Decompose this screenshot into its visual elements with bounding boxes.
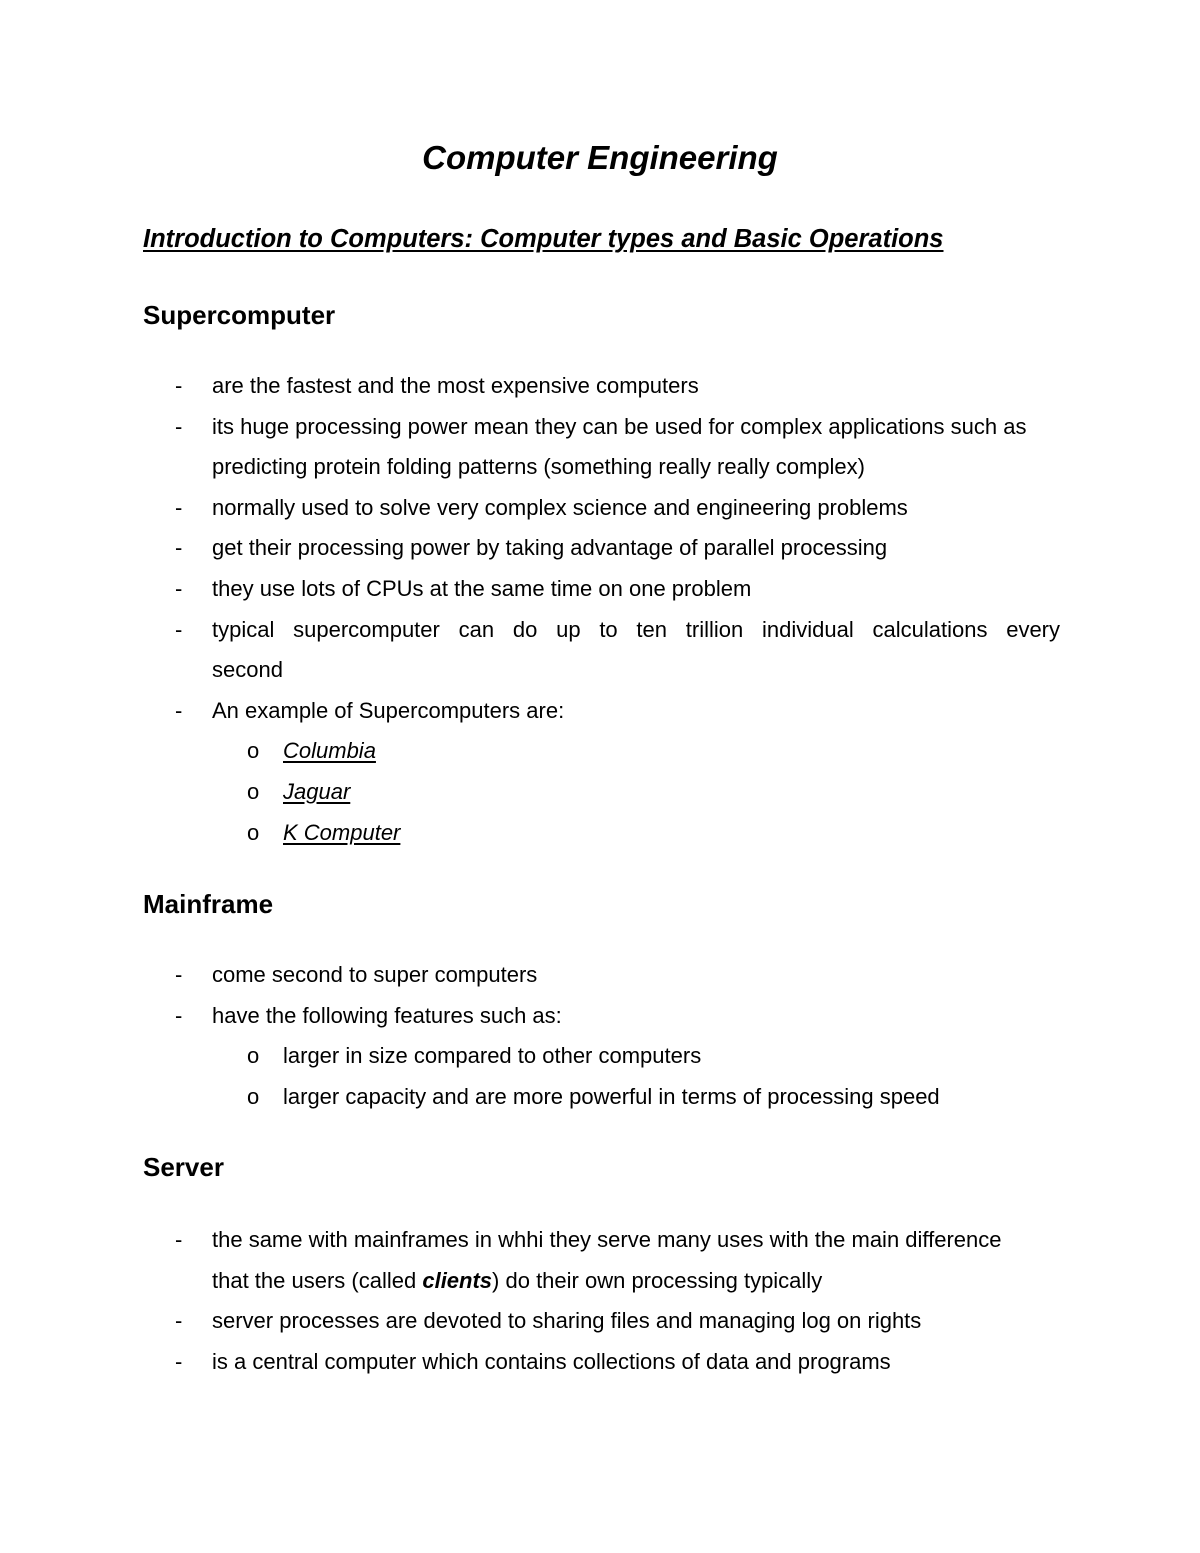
list-item (0, 996, 1060, 1118)
sub-list-item (212, 1077, 1060, 1118)
document-subtitle: Introduction to Computers: Computer types and Basic Operations (143, 225, 944, 253)
list-item (0, 610, 1060, 691)
circle-marker: o (247, 819, 260, 845)
list-item (0, 955, 1060, 996)
list-item-text: have the following features such as: (212, 1002, 562, 1028)
supercomputer-list (0, 366, 1060, 853)
list-item-text: they use lots of CPUs at the same time on one problem (212, 575, 752, 601)
mainframe-list (0, 955, 1060, 1117)
document-title: Computer Engineering (422, 139, 778, 176)
dash-marker: - (175, 1308, 183, 1334)
list-item (0, 366, 1060, 407)
section-heading-mainframe: Mainframe (143, 889, 274, 919)
mainframe-features-list (212, 1036, 1060, 1117)
dash-marker: - (175, 1227, 183, 1252)
sub-list-item (212, 772, 1060, 813)
list-item-text: are the fastest and the most expensive computers (212, 373, 699, 398)
list-item (0, 691, 1060, 853)
list-item-text: server processes are devoted to sharing files and managing log on rights (212, 1308, 922, 1334)
dash-marker: - (175, 1348, 183, 1374)
dash-marker: - (175, 413, 183, 439)
server-list (0, 1220, 1060, 1382)
list-item-text: is a central computer which contains collections of data and programs (212, 1348, 891, 1374)
text-segment: that the users (called (212, 1267, 423, 1293)
section-heading-supercomputer: Supercomputer (143, 300, 336, 330)
list-item (0, 569, 1060, 610)
circle-marker: o (247, 738, 260, 764)
text-segment: ) do their own processing typically (492, 1267, 823, 1293)
dash-marker: - (175, 575, 183, 601)
list-item-continuation: second (212, 657, 283, 683)
list-item-text: An example of Supercomputers are: (212, 697, 565, 723)
list-item-continuation (212, 1261, 1060, 1302)
circle-marker: o (247, 1043, 260, 1069)
list-item-text: get their processing power by taking advantage of parallel processing (212, 535, 888, 561)
circle-marker: o (247, 778, 260, 804)
supercomputer-examples-list (212, 731, 1060, 853)
dash-marker: - (175, 616, 183, 642)
sub-list-item-text: larger capacity and are more powerful in terms of processing speed (283, 1083, 940, 1109)
link-columbia[interactable]: Columbia (283, 738, 376, 764)
section-heading-server: Server (143, 1152, 224, 1182)
dash-marker: - (175, 1002, 183, 1028)
link-k-computer[interactable]: K Computer (283, 819, 401, 845)
list-item (0, 1301, 1060, 1342)
sub-list-item (212, 813, 1060, 854)
dash-marker: - (175, 373, 183, 398)
list-item (0, 1220, 1060, 1301)
list-item-text: typical supercomputer can do up to ten trillion individual calculations every (212, 616, 1060, 642)
list-item-text: normally used to solve very complex science and engineering problems (212, 494, 908, 520)
clients-emphasis: clients (422, 1267, 493, 1293)
list-item-text: come second to super computers (212, 962, 538, 987)
list-item (0, 1342, 1060, 1383)
sub-list-item (212, 1036, 1060, 1077)
dash-marker: - (175, 962, 183, 987)
link-jaguar[interactable]: Jaguar (283, 778, 351, 804)
sub-list-item (212, 731, 1060, 772)
list-item-text: the same with mainframes in whhi they serve many uses with the main difference (212, 1227, 1002, 1252)
dash-marker: - (175, 494, 183, 520)
list-item-text: its huge processing power mean they can be used for complex applications such as predicting protein folding patterns (something really really complex) (212, 413, 1027, 480)
list-item (0, 488, 1060, 529)
circle-marker: o (247, 1083, 260, 1109)
list-item (0, 407, 1060, 488)
sub-list-item-text: larger in size compared to other computers (283, 1043, 702, 1069)
dash-marker: - (175, 697, 183, 723)
list-item (0, 528, 1060, 569)
dash-marker: - (175, 535, 183, 561)
